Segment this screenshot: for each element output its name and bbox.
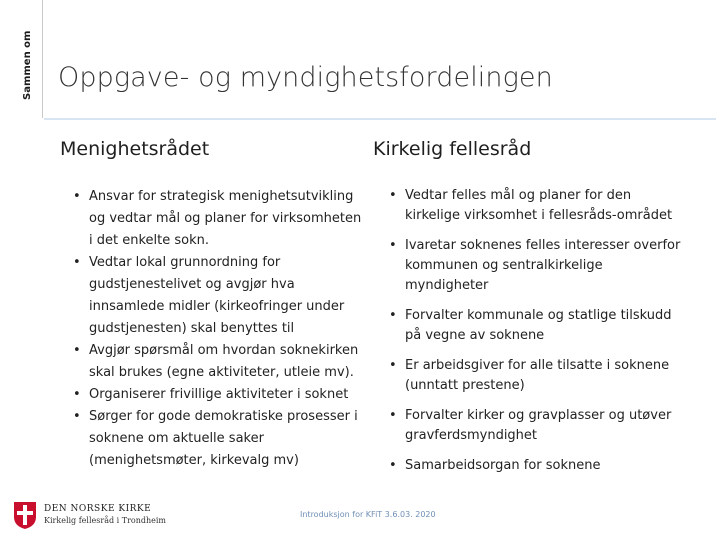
logo-name: DEN NORSKE KIRKE [44, 504, 152, 514]
side-label: Sammen om [22, 30, 33, 100]
left-bullet-item: • Organiserer frivillige aktiviteter i soknet [72, 384, 364, 406]
left-column-heading: Menighetsrådet [60, 138, 210, 160]
footer-text: Introduksjon for KFiT 3.6.03. 2020 [300, 510, 436, 519]
left-bullet-item: • Vedtar lokal grunnordning for gudstjenestelivet og avgjør hva innsamlede midler (kirkeofringer under gudstjenesten) skal benyttes til [72, 252, 364, 340]
right-bullet-item: • Forvalter kommunale og statlige tilskudd på vegne av soknene [388, 306, 688, 346]
left-bullet-item: • Sørger for gode demokratiske prosesser i soknene om aktuelle saker (menighetsmøter, kirkevalg mv) [72, 406, 364, 472]
logo-subtitle: Kirkelig fellesråd i Trondheim [44, 516, 167, 525]
right-bullet-item: • Samarbeidsorgan for soknene [388, 456, 688, 476]
right-bullet-item: • Er arbeidsgiver for alle tilsatte i soknene (unntatt prestene) [388, 356, 688, 396]
church-logo [12, 500, 166, 530]
church-cross-icon [12, 500, 38, 530]
right-bullet-item: • Forvalter kirker og gravplasser og utøver gravferdsmyndighet [388, 406, 688, 446]
right-bullet-item: • Ivaretar soknenes felles interesser overfor kommunen og sentralkirkelige myndigheter [388, 236, 688, 296]
page-title: Oppgave- og myndighetsfordelingen [58, 62, 553, 93]
right-bullet-item: • Vedtar felles mål og planer for den kirkelige virksomhet i fellesråds-området [388, 186, 688, 226]
left-bullet-list [72, 186, 364, 472]
right-column-heading: Kirkelig fellesråd [373, 138, 532, 160]
left-bullet-item: • Avgjør spørsmål om hvordan soknekirken skal brukes (egne aktiviteter, utleie mv). [72, 340, 364, 384]
right-bullet-list [388, 186, 688, 486]
left-bullet-item: • Ansvar for strategisk menighetsutvikling og vedtar mål og planer for virksomheten i det enkelte sokn. [72, 186, 364, 252]
side-divider [42, 0, 43, 118]
title-underline [44, 118, 716, 120]
